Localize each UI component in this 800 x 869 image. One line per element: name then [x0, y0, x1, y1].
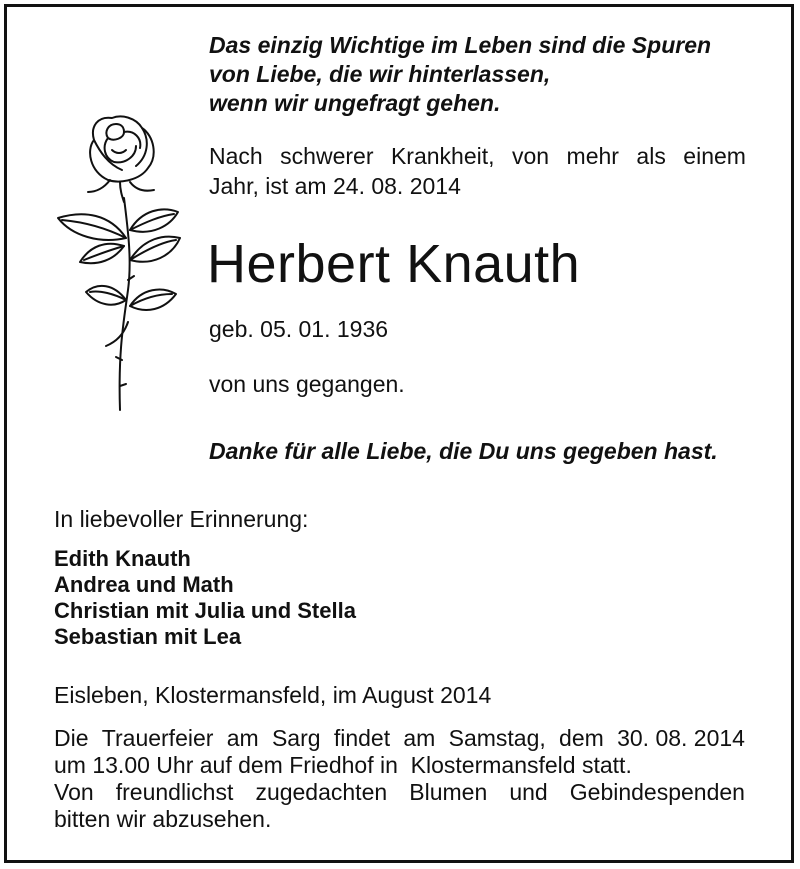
intro-word: als	[636, 143, 666, 169]
notice-word: 30. 08. 2014	[617, 725, 745, 751]
notice-word: findet	[333, 725, 391, 751]
notice-word: Blumen	[409, 779, 488, 805]
memory-label: In liebevoller Erinnerung:	[54, 506, 309, 532]
mourner-name: Sebastian mit Lea	[54, 624, 242, 649]
intro-line-1	[209, 141, 746, 171]
mourner-name: Edith Knauth	[54, 546, 191, 571]
notice-word: am	[226, 725, 259, 751]
motto-line: wenn wir ungefragt gehen.	[209, 90, 501, 116]
intro-text	[209, 141, 746, 201]
intro-word: mehr	[566, 143, 619, 169]
notice-line-4: bitten wir abzusehen.	[54, 806, 272, 832]
deceased-name: Herbert Knauth	[207, 234, 581, 294]
notice-word: Sarg	[271, 725, 321, 751]
motto	[209, 31, 711, 118]
notice-word: zugedachten	[255, 779, 388, 805]
intro-word: einem	[683, 143, 746, 169]
notice-line-2: um 13.00 Uhr auf dem Friedhof in Klostermansfeld statt.	[54, 752, 632, 778]
notice-word: Gebindespenden	[569, 779, 745, 805]
notice-word: und	[509, 779, 548, 805]
notice-line-1	[54, 725, 745, 752]
notice-word: freundlichst	[115, 779, 234, 805]
notice-word: Von	[54, 779, 94, 805]
intro-word: schwerer	[280, 143, 374, 169]
thanks-line: Danke für alle Liebe, die Du uns gegeben hast.	[209, 438, 718, 464]
birth-date: geb. 05. 01. 1936	[209, 316, 389, 342]
place-date: Eisleben, Klostermansfeld, im August 2014	[54, 682, 492, 708]
notice-word: am	[403, 725, 436, 751]
passed-text: von uns gegangen.	[209, 371, 405, 397]
mourner-name: Christian mit Julia und Stella	[54, 598, 356, 623]
notice-word: dem	[559, 725, 604, 751]
notice-word: Trauerfeier	[101, 725, 214, 751]
mourners-list	[54, 546, 356, 650]
mourner-name: Andrea und Math	[54, 572, 234, 597]
funeral-notice	[54, 725, 745, 833]
intro-word: Nach	[209, 143, 263, 169]
notice-word: Die	[54, 725, 89, 751]
notice-word: Samstag,	[448, 725, 546, 751]
intro-word: Krankheit,	[390, 143, 495, 169]
motto-line: Das einzig Wichtige im Leben sind die Spuren	[209, 32, 712, 58]
notice-line-3	[54, 779, 745, 806]
rose-icon	[50, 110, 185, 415]
intro-word: von	[511, 143, 550, 169]
intro-line-2: Jahr, ist am 24. 08. 2014	[209, 173, 461, 199]
motto-line: von Liebe, die wir hinterlassen,	[209, 61, 551, 87]
